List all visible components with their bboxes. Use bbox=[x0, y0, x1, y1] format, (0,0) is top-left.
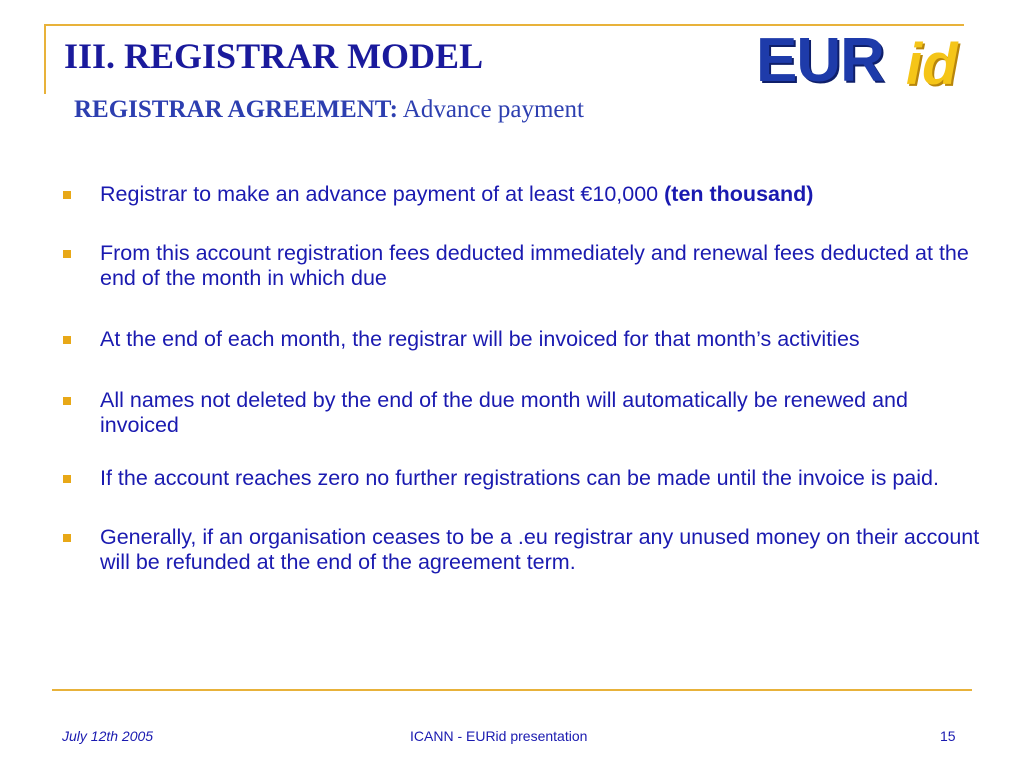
bullet-item bbox=[60, 388, 980, 438]
bullet-text: From this account registration fees deducted immediately and renewal fees deducted at the end of the month in which due bbox=[100, 241, 969, 290]
bullet-item bbox=[60, 182, 980, 207]
eurid-logo bbox=[756, 26, 972, 100]
logo-text-accent: id bbox=[906, 32, 958, 97]
footer-date: July 12th 2005 bbox=[62, 728, 154, 744]
bullet-item bbox=[60, 241, 980, 291]
slide-title: III. REGISTRAR MODEL bbox=[64, 36, 484, 76]
bullet-item bbox=[60, 466, 980, 491]
footer-presentation-title: ICANN - EURid presentation bbox=[410, 728, 588, 744]
bullet-text: All names not deleted by the end of the due month will automatically be renewed and invoiced bbox=[100, 388, 908, 437]
page-number: 15 bbox=[940, 728, 956, 744]
bullet-text: If the account reaches zero no further registrations can be made until the invoice is paid. bbox=[100, 466, 939, 490]
logo-text-main: EUR bbox=[756, 26, 884, 95]
bullet-bold-text: (ten thousand) bbox=[664, 182, 814, 206]
footer-divider bbox=[52, 689, 972, 691]
slide-subtitle bbox=[74, 97, 584, 122]
bullet-text: Registrar to make an advance payment of at least €10,000 bbox=[100, 182, 665, 206]
bullet-text: At the end of each month, the registrar will be invoiced for that month’s activities bbox=[100, 327, 860, 351]
bullet-text: Generally, if an organisation ceases to be a .eu registrar any unused money on their account will be refunded at the end of the agreement term. bbox=[100, 525, 980, 574]
subtitle-bold: REGISTRAR AGREEMENT: bbox=[74, 96, 398, 123]
bullet-list bbox=[60, 182, 980, 575]
header-frame-left bbox=[44, 24, 46, 94]
bullet-item bbox=[60, 327, 980, 352]
bullet-item bbox=[60, 525, 980, 575]
subtitle-rest: Advance payment bbox=[397, 96, 584, 123]
